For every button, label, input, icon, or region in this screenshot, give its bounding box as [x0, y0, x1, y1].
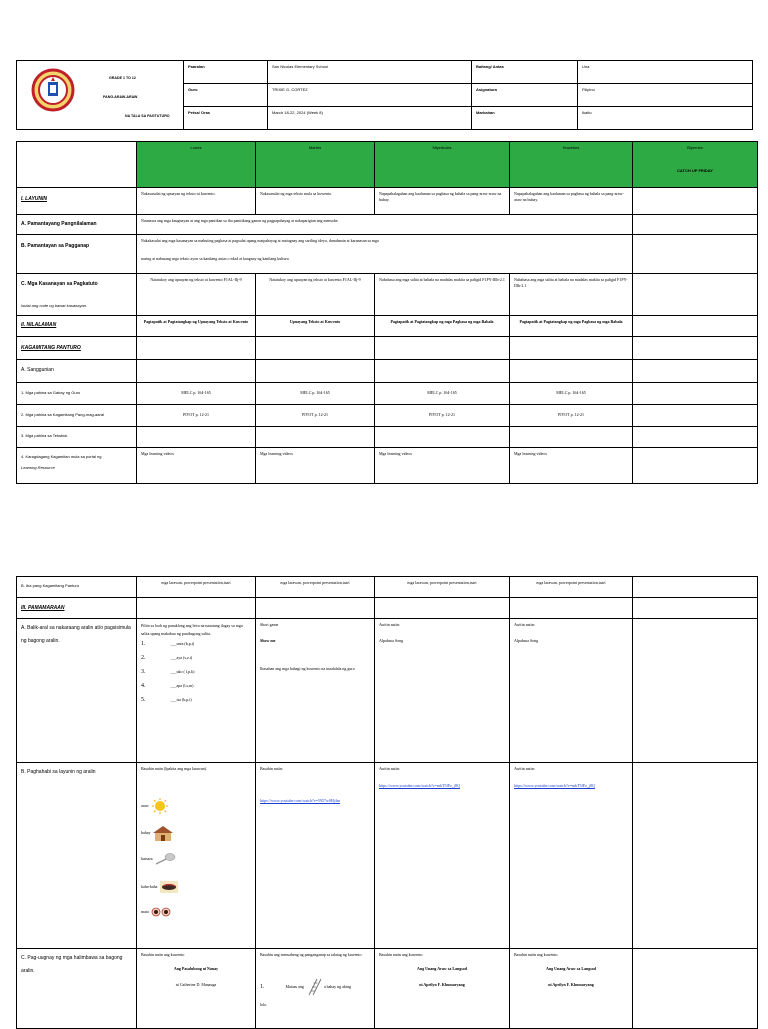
value-petsa: March 18-22, 2024 (Week 8) [268, 107, 472, 130]
gabay-martes: MELC p. 164-165 [256, 383, 375, 405]
kasanayan-lunes: Natatukoy ang upuayan ng teksto at kuwento F1AL-IIj-9 [137, 274, 256, 316]
teksbuk-lunes [137, 427, 256, 448]
plan-table-1 [16, 141, 758, 484]
label-markahan: Markahan [472, 107, 578, 130]
pag-uugnay-huwebes-a: Basahin natin ang kuwento. [514, 952, 559, 957]
balik-aral-item-1 [141, 641, 251, 647]
pag-uugnay-martes-num: 1. [260, 983, 265, 990]
balik-aral-huwebes-b: Alpabasa Song [514, 638, 539, 643]
teksbuk-huwebes [510, 427, 633, 448]
balik-aral-item-5-num: 5. [141, 697, 146, 703]
row-label-iba-pang: B. Iba pang Kagamitang Panturo [17, 577, 137, 598]
balik-aral-miyerkules-a: Awitin natin: [379, 622, 400, 627]
picture-item-bahay [141, 825, 174, 841]
row-label-teksbuk: 3. Mga pahina sa Teksbuk [17, 427, 137, 448]
balik-aral-item-4-text: ___apa (l,s,m) [170, 683, 194, 688]
row-label-pamantayan-pagganap: B. Pamantayan sa Pagganap [17, 235, 137, 274]
label-paaralan: Paaralan [184, 61, 268, 84]
pag-uugnay-martes-d: lolo. [260, 1002, 268, 1007]
sanggunian-miyerkules [375, 360, 510, 383]
day-header-huwebes: Huwebes [510, 142, 633, 188]
teksbuk-martes [256, 427, 375, 448]
plan-table-2 [16, 576, 758, 1029]
bowl-icon [158, 879, 180, 895]
row-label-nilalaman: II. NILALAMAN [17, 316, 137, 337]
ladder-icon [305, 978, 323, 996]
day-header-martes: Martes [256, 142, 375, 188]
eyes-icon [150, 906, 172, 918]
kasanayan-note: Isulat ang code ng bawat kasanayan. [21, 303, 88, 308]
row-label-kasanayan [17, 274, 137, 316]
pamamaraan-martes [256, 598, 375, 619]
label-petsa: Petsa/ Oras [184, 107, 268, 130]
mag-aaral-miyerkules: PIVOT p. 12-21 [375, 405, 510, 427]
balik-aral-item-1-num: 1. [141, 641, 146, 647]
iba-pang-miyerkules: mga larawan, powerpoint presentation,tsart [375, 577, 510, 598]
row-label-sanggunian: A. Sanggunian [17, 360, 137, 383]
nilalaman-biyernes [633, 316, 758, 337]
row-label-portal [17, 448, 137, 484]
pag-uugnay-lunes-a: Basahin natin ang kuwento [141, 952, 185, 957]
mag-aaral-biyernes [633, 405, 758, 427]
pag-uugnay-lunes-title: Ang Pasalubong ni Nanay [173, 966, 219, 971]
paghahabi-huwebes-video-link[interactable]: https://www.youtube.com/watch?v=mbT5fFz_j8Q [514, 783, 595, 788]
balik-aral-item-2 [141, 655, 251, 661]
balik-aral-martes-c: Ibasahan ang mga bahagi ng kuwento na inaalalala ng guro [260, 666, 355, 671]
balik-aral-huwebes [510, 619, 633, 763]
value-baitang: Una [578, 61, 753, 84]
layunin-miyerkules: Napapahalagahan ang kaalaman sa pagbasa ng bahala sa pang-araw-araw na buhay. [375, 188, 510, 215]
pamantayan-pagganap-biyernes [633, 235, 758, 274]
kagamitan-martes [256, 337, 375, 360]
portal-martes: Mga learning videos [256, 448, 375, 484]
pag-uugnay-huwebes [510, 949, 633, 1029]
catch-up-friday: CATCH UP FRIDAY [677, 168, 713, 173]
value-guro: TRIXIE G. CORTEZ [268, 84, 472, 107]
pamamaraan-biyernes [633, 598, 758, 619]
label-asignatura: Asignatura [472, 84, 578, 107]
balik-aral-miyerkules [375, 619, 510, 763]
picture-label-kaha-kaha: kaha-kaha [141, 884, 158, 889]
nilalaman-lunes: Pagtapatik at Pagtatangkap ng Upuayang Teksto at Kuwento [137, 316, 256, 337]
iba-pang-lunes: mga larawan, powerpoint presentation,tsart [137, 577, 256, 598]
pag-uugnay-miyerkules-a: Basahin natin ang kuwento. [379, 952, 424, 957]
meta-notes: NA TALA SA PAGTUTURO [125, 114, 170, 118]
pag-uugnay-miyerkules [375, 949, 510, 1029]
balik-aral-miyerkules-b: Alpabasa Song [379, 638, 404, 643]
mag-aaral-martes: PIVOT p. 12-21 [256, 405, 375, 427]
pamamaraan-huwebes [510, 598, 633, 619]
pag-uugnay-biyernes [633, 949, 758, 1029]
balik-aral-lunes-intro: Piliin sa loob ng panaklong ang letra na naaatang ilagay sa mga salita upang makabuo ng panibagong salita. [141, 623, 243, 636]
pag-uugnay-martes-b: Mataas ang [285, 983, 304, 989]
spoon-icon [154, 852, 176, 866]
iba-pang-biyernes [633, 577, 758, 598]
kagamitan-miyerkules [375, 337, 510, 360]
value-asignatura: Filipino [578, 84, 753, 107]
paghahabi-miyerkules [375, 763, 510, 949]
pag-uugnay-martes [256, 949, 375, 1029]
balik-aral-martes-a: Short game [260, 622, 279, 627]
paghahabi-martes [256, 763, 375, 949]
mag-aaral-huwebes: PIVOT p. 12-21 [510, 405, 633, 427]
teksbuk-miyerkules [375, 427, 510, 448]
gabay-huwebes: MELC p. 164-165 [510, 383, 633, 405]
label-guro: Guro [184, 84, 268, 107]
header-table [16, 60, 753, 130]
pamamaraan-lunes [137, 598, 256, 619]
pagganap-line-2: naring at nabasang mga teksto ayon sa kanilang antas o edad at kaugnay ng kanilang kultura [141, 256, 289, 261]
iba-pang-huwebes: mga larawan, powerpoint presentation,tsart [510, 577, 633, 598]
paghahabi-lunes [137, 763, 256, 949]
row-label-gabay: 1. Mga pahina sa Gabay ng Guro [17, 383, 137, 405]
picture-label-mata: mata [141, 909, 149, 914]
gabay-biyernes [633, 383, 758, 405]
balik-aral-item-2-text: ___aya (s,z,t) [170, 655, 193, 660]
row-label-kagamitan: KAGAMITANG PANTURO [17, 337, 137, 360]
balik-aral-item-1-text: ___unta (b,p,t) [170, 641, 195, 646]
portal-huwebes: Mga learning videos [510, 448, 633, 484]
balik-aral-martes-b: Show me [260, 638, 276, 643]
pag-uugnay-huwebes-author: ni Aprilyn F. Khumaryang [548, 982, 594, 987]
picture-item-mata [141, 906, 172, 918]
gabay-lunes: MELC p. 164-165 [137, 383, 256, 405]
picture-item-araw [141, 798, 170, 814]
balik-aral-item-2-num: 2. [141, 655, 146, 661]
portal-lunes: Mga learning videos [137, 448, 256, 484]
balik-aral-item-4-num: 4. [141, 683, 146, 689]
iba-pang-martes: mga larawan, powerpoint presentation,tsart [256, 577, 375, 598]
layunin-huwebes: Napapahalagahan ang kaalaman sa pagbasa ng bahala sa pang-araw-araw na buhay. [510, 188, 633, 215]
pag-uugnay-miyerkules-title: Ang Unang Araw sa Langsod [416, 966, 467, 971]
kasanayan-biyernes [633, 274, 758, 316]
paghahabi-huwebes [510, 763, 633, 949]
row-label-paghahabi: B. Paghahabi sa layunin ng aralin [17, 763, 137, 949]
kagamitan-lunes [137, 337, 256, 360]
day-header-miyerkules: Miyerkules [375, 142, 510, 188]
row-label-pamamaraan: III. PAMAMARAAN [17, 598, 137, 619]
label-baitang: Baitang/ Antas [472, 61, 578, 84]
corner-cell [17, 142, 137, 188]
paghahabi-miyerkules-video-link[interactable]: https://www.youtube.com/watch?v=mbT5fFz_j8Q [379, 783, 460, 788]
day-header-biyernes [633, 142, 758, 188]
day-biyernes-label: Biyernes [687, 145, 703, 150]
row-label-pamantayang-pangnilalaman: A. Pamantayang Pangnilalaman [17, 215, 137, 235]
balik-aral-biyernes [633, 619, 758, 763]
meta-grade: GRADE 1 TO 12 [109, 76, 136, 80]
balik-aral-huwebes-a: Awitin natin: [514, 622, 535, 627]
row-label-layunin: I. LAYUNIN [17, 188, 137, 215]
pagganap-line-1: Nakakasulat ang mga kasanayan sa mabuting pagbasa at pagsulat upang maipahayag at maiugnay ang sariling ideya, damdamin at karanasan sa mga [141, 238, 379, 243]
paghahabi-martes-video-link[interactable]: https://www.youtube.com/watch?v=5957w0Hj4m [260, 798, 340, 803]
layunin-martes: Nakasusulat ng mga teksto mula sa kuwento. [256, 188, 375, 215]
nilalaman-huwebes: Pagtapatik at Pagtatangkap ng mga Pagbasa ng mga Babala [510, 316, 633, 337]
sanggunian-huwebes [510, 360, 633, 383]
row-label-balik-aral: A. Balik-aral sa nakaraang aralin at/o pagsisimula ng bagong aralin. [17, 619, 137, 763]
portal-miyerkules: Mga learning videos [375, 448, 510, 484]
kasanayan-martes: Natatukoy ang upuayan ng teksto at kuwento F1AL-IIj-9 [256, 274, 375, 316]
pag-uugnay-lunes [137, 949, 256, 1029]
picture-label-araw: araw [141, 803, 149, 808]
teksbuk-biyernes [633, 427, 758, 448]
pag-uugnay-martes-a: Basahin ang mensaheng ng panganganap sa talatag ng kuwento [260, 952, 362, 957]
sanggunian-lunes [137, 360, 256, 383]
deped-seal-icon [31, 68, 75, 112]
balik-aral-martes [256, 619, 375, 763]
picture-item-kutsara [141, 852, 176, 866]
mag-aaral-lunes: PIVOT p. 12-21 [137, 405, 256, 427]
pag-uugnay-martes-line [260, 978, 370, 996]
balik-aral-item-3-num: 3. [141, 669, 146, 675]
gabay-miyerkules: MELC p. 164-165 [375, 383, 510, 405]
row-label-pag-uugnay: C. Pag-uugnay ng mga halimbawa sa bagong aralin. [17, 949, 137, 1029]
pag-uugnay-martes-c: a bahay ng aking [323, 983, 352, 989]
sanggunian-biyernes [633, 360, 758, 383]
picture-label-kutsara: kutsara [141, 856, 153, 861]
pamantayan-pagganap-text [137, 235, 633, 274]
kagamitan-huwebes [510, 337, 633, 360]
value-paaralan: San Nicolas Elementary School [268, 61, 472, 84]
paghahabi-miyerkules-a: Awitin natin: [379, 766, 400, 771]
pag-uugnay-huwebes-title: Ang Unang Araw sa Langsod [545, 966, 596, 971]
kasanayan-label: C. Mga Kasanayan sa Pagkatuto [21, 281, 98, 287]
picture-item-kaha-kaha [141, 879, 180, 895]
portal-label-italic: Learning Resource [21, 465, 55, 470]
sun-icon [150, 798, 170, 814]
house-icon [152, 825, 174, 841]
layunin-lunes: Nakasusulat ng upuayan ng teksto ni kuwento. [137, 188, 256, 215]
kasanayan-miyerkules: Nababasa ang mga salita at babala na madalas makita sa paligid F1PY-IIIh-2.1 [375, 274, 510, 316]
portal-biyernes [633, 448, 758, 484]
paghahabi-huwebes-a: Awitin natin: [514, 766, 535, 771]
balik-aral-item-5-text: ___isa (b,p,t) [170, 697, 192, 702]
pag-uugnay-miyerkules-author: ni Aprilyn F. Khumaryang [419, 982, 465, 987]
balik-aral-item-4 [141, 683, 251, 689]
balik-aral-item-5 [141, 697, 251, 703]
kasanayan-huwebes: Nababasa ang mga salita at babala na madalas makita sa paligid F1PY-IIIh-2.1 [510, 274, 633, 316]
paghahabi-lunes-intro: Basahin natin (Ipakita ang mga larawan). [141, 766, 207, 771]
layunin-biyernes [633, 188, 758, 215]
school-logo-cell [17, 61, 184, 130]
sanggunian-martes [256, 360, 375, 383]
value-markahan: Ikatlo [578, 107, 753, 130]
balik-aral-lunes [137, 619, 256, 763]
balik-aral-item-3 [141, 669, 251, 675]
nilalaman-miyerkules: Pagtapatik at Pagtatangkap ng mga Pagbasa ng mga Babala [375, 316, 510, 337]
day-header-lunes: Lunes [137, 142, 256, 188]
kagamitan-biyernes [633, 337, 758, 360]
meta-daily: PANG-ARAW-ARAW [103, 95, 138, 99]
pag-uugnay-lunes-author: ni Catherine D. Manauga [175, 982, 217, 987]
pamantayang-pangnilalaman-text: Naunawa ang mga kaugnayan at ang mga pantikan sa iba panitikang ganon ng pagpapahayag at nakaparigian ang mensahe. [137, 215, 633, 235]
nilalaman-martes: Upuayang Teksto at Kuwento [256, 316, 375, 337]
row-label-kagamitang-mag-aaral: 2. Mga pahina sa Kagamitang Pang-mag-aaral [17, 405, 137, 427]
paghahabi-martes-a: Basahin natin: [260, 766, 283, 771]
portal-label: 4. Karagdagang Kagamitan mula sa portal ng [21, 454, 102, 459]
paghahabi-biyernes [633, 763, 758, 949]
picture-label-bahay: bahay [141, 830, 151, 835]
pamantayang-pangnilalaman-biyernes [633, 215, 758, 235]
pamamaraan-miyerkules [375, 598, 510, 619]
balik-aral-item-3-text: ___uko ( f,p,k) [170, 669, 195, 674]
